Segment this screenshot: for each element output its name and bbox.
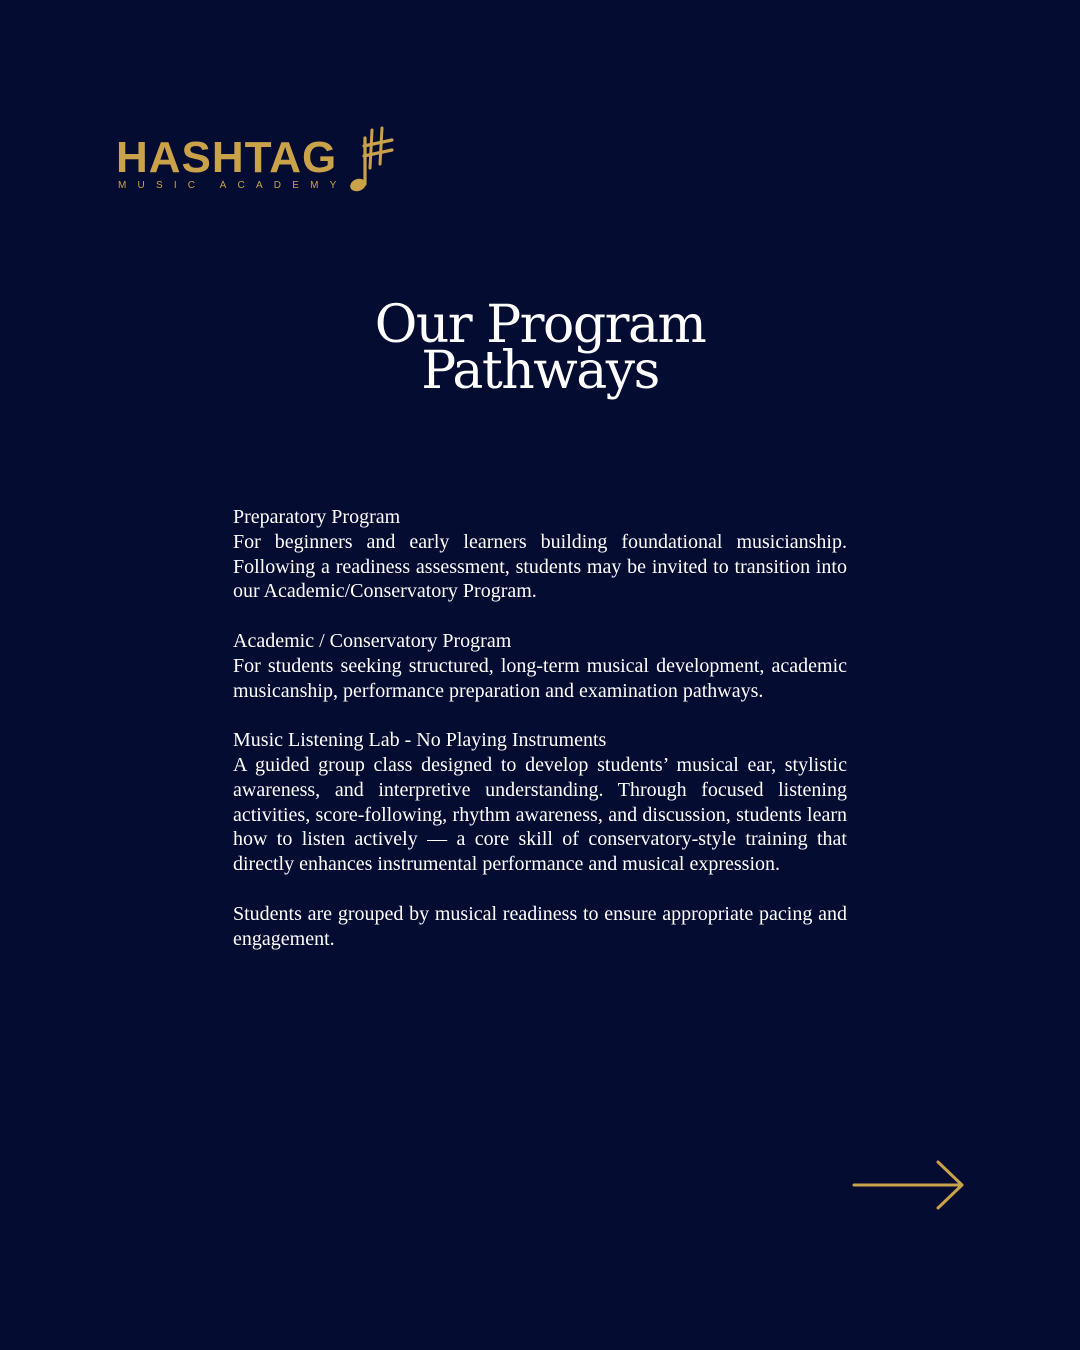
program-description: For students seeking structured, long-term musical development, academic musicanship, performance preparation and examination pathways. bbox=[233, 654, 847, 702]
program-item-academic bbox=[233, 629, 847, 703]
program-heading: Academic / Conservatory Program bbox=[233, 629, 512, 652]
brand-tagline: MUSIC ACADEMY bbox=[118, 180, 348, 191]
program-heading: Preparatory Program bbox=[233, 506, 401, 528]
program-item-preparatory bbox=[233, 505, 847, 604]
arrow-right-icon[interactable] bbox=[852, 1158, 966, 1212]
program-list bbox=[233, 505, 847, 976]
closing-note: Students are grouped by musical readiness to ensure appropriate pacing and engagement. bbox=[233, 902, 847, 950]
program-description: For beginners and early learners building foundational musicianship. Following a readiness assessment, students may be invited to transition into our Academic/Conservatory Program. bbox=[233, 530, 847, 603]
page-title-line-1: Our Program bbox=[374, 295, 706, 355]
page-title-line-2: Pathways bbox=[421, 341, 659, 401]
closing-note-block bbox=[233, 902, 847, 952]
program-item-listening-lab bbox=[233, 728, 847, 877]
brand-logo bbox=[116, 126, 406, 196]
program-heading: Music Listening Lab - No Playing Instruments bbox=[233, 729, 607, 752]
music-note-sharp-icon bbox=[348, 126, 400, 196]
program-description: A guided group class designed to develop students’ musical ear, stylistic awareness, and interpretive understanding. Through focused listening activities, score-following, rhythm awareness, and discussion, students learn how to listen actively — a core skill of conservatory-style training that directly enhances instrumental performance and musical expression. bbox=[233, 753, 847, 876]
page-title bbox=[0, 295, 1080, 401]
brand-name: HASHTAG bbox=[116, 133, 338, 182]
